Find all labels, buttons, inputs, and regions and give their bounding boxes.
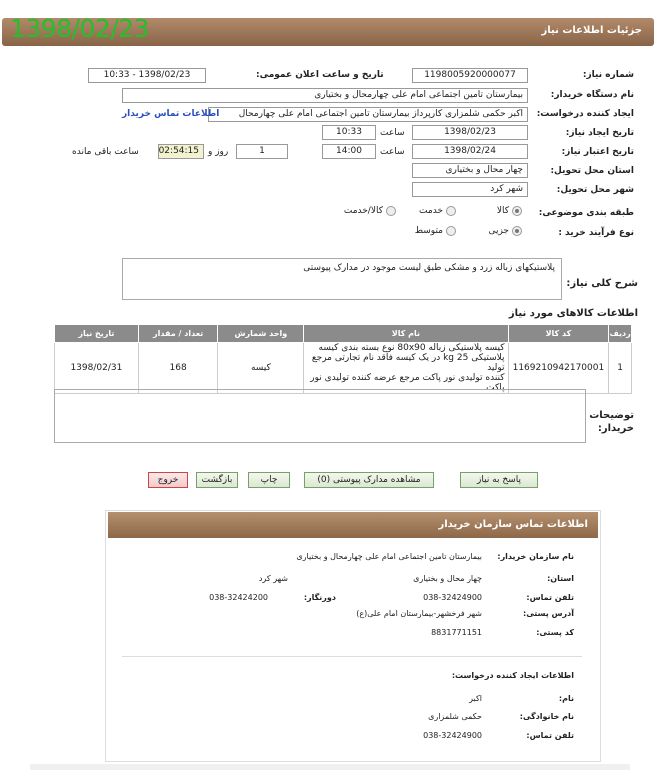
process-type-label: نوع فرآیند خرید :	[558, 228, 634, 238]
view-attachments-button[interactable]: مشاهده مدارک پیوستی (0)	[304, 472, 434, 488]
buyer-contact-panel	[105, 510, 601, 762]
buyer-contact-link[interactable]: اطلاعات تماس خریدار	[122, 109, 220, 119]
created-date-label: تاریخ ایجاد نیاز:	[565, 128, 634, 138]
created-date-field: 1398/02/23	[412, 125, 528, 140]
creator-field: اکبر حکمی شلمزاری کارپرداز بیمارستان تامین اجتماعی امام علی چهارمحال	[208, 107, 528, 122]
valid-date-label: تاریخ اعتبار نیاز:	[561, 147, 634, 157]
header-name: نام کالا	[304, 325, 508, 343]
buyer-notes-box	[54, 389, 586, 443]
contact-divider	[122, 656, 582, 657]
contact-province-label: استان:	[547, 574, 574, 583]
header-unit: واحد شمارش	[218, 325, 304, 343]
contact-phone-label: تلفن تماس:	[526, 593, 574, 602]
valid-time-field: 14:00	[322, 144, 376, 159]
radio-icon	[512, 206, 522, 216]
creator-name-label: نام:	[558, 694, 574, 703]
back-button[interactable]: بازگشت	[196, 472, 238, 488]
summary-label: شرح کلی نیاز:	[566, 278, 638, 289]
days-field: 1	[236, 144, 288, 159]
province-label: استان محل تحویل:	[550, 166, 634, 176]
header-row-number: ردیف	[609, 325, 632, 343]
header-need-date: تاریخ نیاز	[55, 325, 139, 343]
contact-phone-value: 038-32424900	[423, 593, 482, 602]
items-table	[54, 324, 632, 394]
cell-name: کیسه پلاستیکی زباله 80x90 نوع بسته بندی کیسه پلاستیکی 25 kg در یک کیسه فاقد نام تجارتی مرجع تولید کننده تولیدی نور پاکت مرجع عرضه کننده تولیدی نور پاکت	[304, 343, 508, 394]
remaining-time-label: ساعت باقی مانده	[72, 147, 139, 157]
cell-unit: کیسه	[218, 343, 304, 394]
need-number-label: شماره نیاز:	[582, 70, 634, 80]
city-label: شهر محل تحویل:	[556, 185, 634, 195]
creator-family-value: حکمی شلمزاری	[428, 712, 482, 721]
category-option-goods[interactable]: کالا	[497, 206, 522, 216]
cell-code: 1169210942170001	[508, 343, 609, 394]
announce-field: 1398/02/23 - 10:33	[88, 68, 206, 83]
contact-postal-label: کد پستی:	[536, 628, 574, 637]
header-quantity: تعداد / مقدار	[138, 325, 218, 343]
process-option-minor[interactable]: جزیی	[488, 226, 522, 236]
city-field: شهر کرد	[412, 182, 528, 197]
contact-province-value: چهار محال و بختیاری	[413, 574, 482, 583]
footer-bar	[30, 764, 630, 770]
need-number-field: 1198005920000077	[412, 68, 528, 83]
remaining-time-field: 02:54:15	[158, 144, 204, 159]
valid-date-field: 1398/02/24	[412, 144, 528, 159]
print-button[interactable]: چاپ	[248, 472, 290, 488]
province-field: چهار محال و بختیاری	[412, 163, 528, 178]
category-option-service[interactable]: خدمت	[419, 206, 456, 216]
reply-to-need-button[interactable]: پاسخ به نیاز	[460, 472, 538, 488]
table-row	[55, 343, 632, 394]
buyer-org-field: بیمارستان تامین اجتماعی امام علی چهارمحال و بختیاری	[122, 88, 528, 103]
buyer-org-label: نام دستگاه خریدار:	[550, 90, 634, 100]
creator-label: ایجاد کننده درخواست:	[536, 109, 634, 119]
items-table-header-row	[55, 325, 632, 343]
radio-icon	[386, 206, 396, 216]
contact-org-label: نام سازمان خریدار:	[497, 552, 574, 561]
creator-section-title: اطلاعات ایجاد کننده درخواست:	[451, 671, 574, 680]
contact-org-value: بیمارستان تامین اجتماعی امام علی چهارمحال و بختیاری	[296, 552, 482, 561]
radio-icon	[512, 226, 522, 236]
cell-need-date: 1398/02/31	[55, 343, 139, 394]
creator-phone-label: تلفن تماس:	[526, 731, 574, 740]
contact-address-label: آدرس پستی:	[523, 609, 574, 618]
contact-address-value: شهر فرخشهر-بیمارستان امام علی(ع)	[356, 609, 482, 618]
contact-fax-label: دورنگار:	[303, 593, 336, 602]
days-label: روز و	[208, 147, 229, 157]
contact-city-value: شهر کرد	[258, 574, 288, 583]
buyer-notes-label-2: خریدار:	[597, 423, 634, 434]
contact-panel-title: اطلاعات تماس سازمان خریدار	[438, 519, 588, 530]
contact-postal-value: 8831771151	[431, 628, 482, 637]
category-option-goods-service[interactable]: کالا/خدمت	[344, 206, 396, 216]
creator-family-label: نام خانوادگی:	[519, 712, 574, 721]
contact-fax-value: 038-32424200	[209, 593, 268, 602]
created-time-field: 10:33	[322, 125, 376, 140]
creator-name-value: اکبر	[469, 694, 482, 703]
radio-icon	[446, 206, 456, 216]
header-code: کد کالا	[508, 325, 609, 343]
created-time-label: ساعت	[380, 128, 405, 138]
cell-quantity: 168	[138, 343, 218, 394]
overlay-date-stamp: 1398/02/23	[10, 14, 150, 43]
announce-label: تاریخ و ساعت اعلان عمومی:	[256, 70, 384, 80]
page-title: جزئیات اطلاعات نیاز	[541, 25, 642, 36]
buyer-notes-label-1: توضیحات	[589, 410, 634, 421]
category-label: طبقه بندی موضوعی:	[538, 208, 634, 218]
summary-textarea: پلاستیکهای زباله زرد و مشکی طبق لیست موجود در مدارک پیوستی	[122, 258, 562, 300]
process-option-medium[interactable]: متوسط	[415, 226, 456, 236]
valid-time-label: ساعت	[380, 147, 405, 157]
items-section-title: اطلاعات کالاهای مورد نیاز	[508, 308, 638, 319]
contact-panel-header	[108, 512, 598, 538]
radio-icon	[446, 226, 456, 236]
creator-phone-value: 038-32424900	[423, 731, 482, 740]
cell-row-number: 1	[609, 343, 632, 394]
exit-button[interactable]: خروج	[148, 472, 188, 488]
